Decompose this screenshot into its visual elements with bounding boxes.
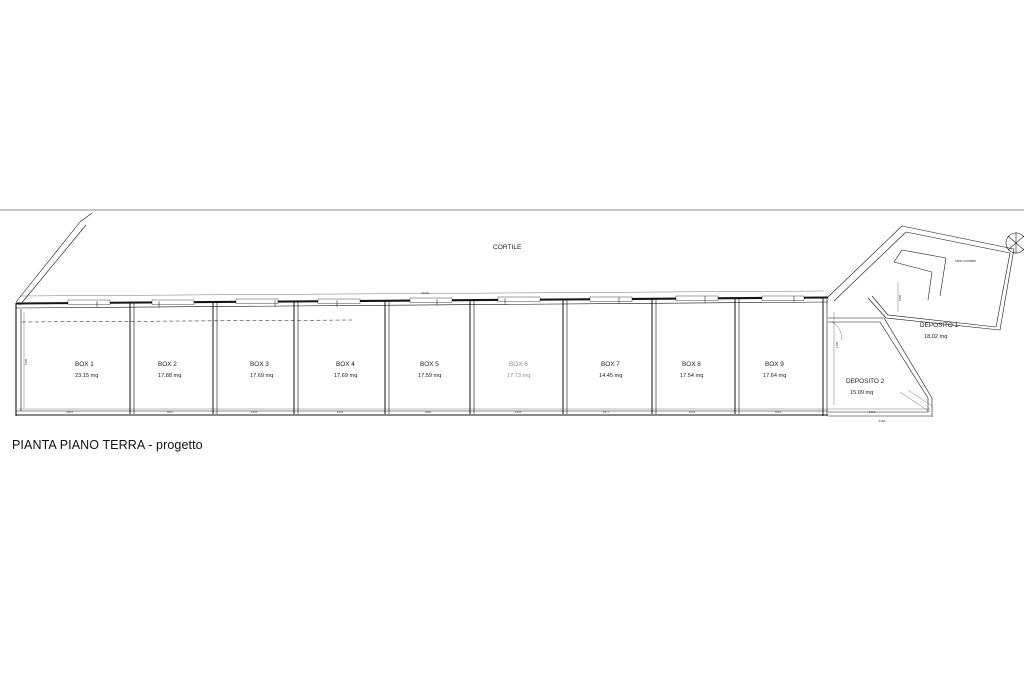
room-label-box-2 <box>158 361 181 379</box>
svg-text:14.45 mq: 14.45 mq <box>599 373 623 379</box>
svg-text:5821: 5821 <box>66 410 74 414</box>
svg-text:3461: 3461 <box>774 410 782 414</box>
svg-text:15.09 mq: 15.09 mq <box>850 390 874 396</box>
svg-text:2400: 2400 <box>335 300 339 307</box>
garage-block-outline <box>16 297 828 416</box>
svg-text:4400: 4400 <box>835 341 839 349</box>
svg-text:BOX 9: BOX 9 <box>765 361 784 368</box>
svg-text:5100: 5100 <box>24 358 28 366</box>
svg-text:17.59 mq: 17.59 mq <box>418 373 442 379</box>
right-vertical-dimension <box>834 282 902 405</box>
svg-text:BOX 2: BOX 2 <box>158 361 177 368</box>
north-compass-icon <box>1006 232 1024 254</box>
svg-text:BOX 3: BOX 3 <box>250 361 269 368</box>
svg-text:3443: 3443 <box>514 410 522 414</box>
svg-text:17.69 mq: 17.69 mq <box>250 373 274 379</box>
svg-text:17.54 mq: 17.54 mq <box>680 373 704 379</box>
right-wing-labels <box>846 259 977 396</box>
room-label-box-1 <box>75 361 98 379</box>
svg-text:17.64 mq: 17.64 mq <box>763 373 787 379</box>
svg-text:2400: 2400 <box>157 301 161 308</box>
left-vertical-dimension <box>24 312 28 408</box>
svg-text:2400: 2400 <box>503 298 507 305</box>
room-label-box-9 <box>763 361 786 379</box>
svg-text:23.15 mq: 23.15 mq <box>75 373 99 379</box>
svg-text:BOX 8: BOX 8 <box>682 361 701 368</box>
svg-text:2400: 2400 <box>273 300 277 307</box>
svg-text:3476: 3476 <box>688 410 696 414</box>
svg-text:2400: 2400 <box>435 299 439 306</box>
meter-room-label: vano contatori <box>955 259 977 263</box>
svg-text:2400: 2400 <box>703 296 707 303</box>
svg-text:3377: 3377 <box>602 410 610 414</box>
svg-text:17.73 mq: 17.73 mq <box>507 373 531 379</box>
room-label-box-4 <box>334 361 357 379</box>
svg-text:2400: 2400 <box>617 297 621 304</box>
room-label-box-5 <box>418 361 441 379</box>
room-labels <box>75 361 786 379</box>
room-label-box-6 <box>507 361 530 379</box>
svg-text:2400: 2400 <box>95 301 99 308</box>
svg-text:18.02 mq: 18.02 mq <box>924 334 948 340</box>
svg-text:BOX 5: BOX 5 <box>420 361 439 368</box>
svg-text:4468: 4468 <box>878 419 886 423</box>
room-label-deposito-1 <box>920 322 959 340</box>
left-boundary-walls <box>16 213 92 305</box>
svg-text:3460: 3460 <box>424 410 432 414</box>
svg-text:DEPOSITO 2: DEPOSITO 2 <box>846 378 885 385</box>
svg-text:2400: 2400 <box>898 294 902 302</box>
svg-text:BOX 1: BOX 1 <box>75 361 94 368</box>
box-partition-walls <box>130 297 827 416</box>
svg-text:3443: 3443 <box>336 410 344 414</box>
svg-text:3470: 3470 <box>868 410 876 414</box>
overall-top-dimension <box>20 291 824 296</box>
svg-text:3647: 3647 <box>166 410 174 414</box>
svg-text:2400: 2400 <box>792 296 796 303</box>
drawing-caption: PIANTA PIANO TERRA - progetto <box>12 438 203 452</box>
room-label-box-3 <box>250 361 273 379</box>
svg-text:17.69 mq: 17.69 mq <box>334 373 358 379</box>
courtyard-label: CORTILE <box>493 244 522 251</box>
svg-text:3443: 3443 <box>250 410 258 414</box>
room-label-box-7 <box>599 361 622 379</box>
svg-text:BOX 4: BOX 4 <box>336 361 355 368</box>
room-label-deposito-2 <box>846 378 885 396</box>
svg-text:17.88 mq: 17.88 mq <box>158 373 182 379</box>
svg-text:DEPOSITO 1: DEPOSITO 1 <box>920 322 959 329</box>
svg-text:44200: 44200 <box>420 291 430 295</box>
svg-text:BOX 7: BOX 7 <box>601 361 620 368</box>
svg-text:BOX 6: BOX 6 <box>509 361 528 368</box>
room-label-box-8 <box>680 361 703 379</box>
